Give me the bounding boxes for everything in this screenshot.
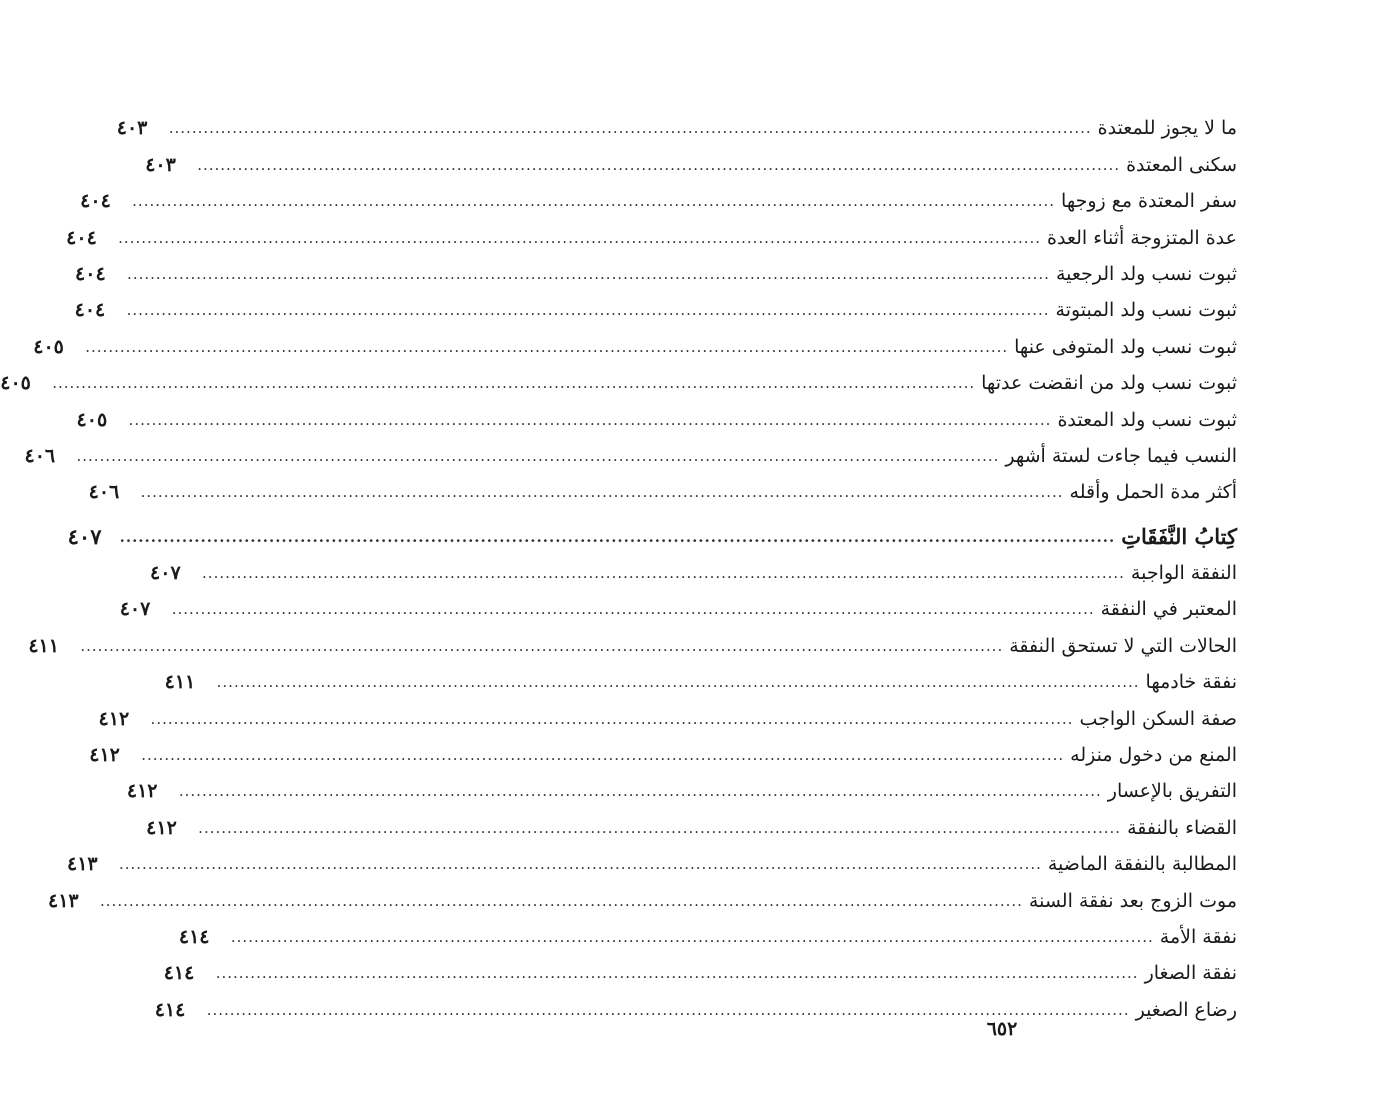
toc-entry-page: ٤١٢	[146, 816, 177, 839]
dot-leader: ................................................................................................................................................................	[132, 192, 1056, 211]
toc-entry-page: ٤٠٣	[145, 153, 176, 176]
toc-entry	[28, 619, 1237, 657]
toc-entry-title: المنع من دخول منزله	[1070, 744, 1237, 767]
toc-entry	[24, 430, 1237, 467]
toc-entry-title: التفريق بالإعسار	[1107, 780, 1237, 803]
toc-entry-page: ٤١١	[164, 671, 196, 694]
dot-leader: ................................................................................................................................................................	[85, 337, 1009, 356]
dot-leader: ................................................................................................................................................................	[230, 927, 1154, 946]
toc-entry-page: ٤٠٤	[66, 226, 97, 249]
toc-entry-title: ثبوت نسب ولد المتوفى عنها	[1014, 335, 1237, 358]
toc-entry-page: ٤١٣	[48, 889, 79, 912]
toc-entry-title: القضاء بالنفقة	[1127, 816, 1237, 839]
toc-entry	[66, 211, 1237, 249]
toc-entry-page: ٤٠٦	[88, 481, 120, 504]
toc-entry-page: ٤٠٥	[0, 372, 31, 395]
dot-leader: ................................................................................................................................................................	[119, 527, 1116, 546]
toc-entry-title: رضاع الصغير	[1135, 998, 1237, 1021]
toc-entry	[146, 801, 1237, 839]
toc-entry-title: ثبوت نسب ولد الرجعية	[1055, 262, 1237, 285]
dot-leader: ................................................................................................................................................................	[202, 564, 1125, 583]
toc-entry	[163, 947, 1237, 985]
toc-entry-title: أكثر مدة الحمل وأقله	[1069, 481, 1237, 504]
toc-entry-title: النفقة الواجبة	[1130, 562, 1237, 585]
toc-entry	[126, 765, 1237, 803]
toc-entry-page: ٤٠٤	[75, 262, 106, 285]
dot-leader: ................................................................................................................................................................	[100, 891, 1023, 910]
dot-leader: ................................................................................................................................................................	[178, 782, 1102, 801]
toc-entry	[116, 102, 1237, 140]
toc-entry-title: ثبوت نسب ولد من انقضت عدتها	[981, 372, 1237, 395]
toc-entry-title: موت الزوج بعد نفقة السنة	[1028, 889, 1237, 912]
dot-leader: ................................................................................................................................................................	[216, 673, 1140, 692]
toc-entry-title: كِتابُ النَّفَقَاتِ	[1121, 523, 1237, 549]
toc-entry	[145, 138, 1237, 176]
dot-leader: ................................................................................................................................................................	[80, 636, 1004, 655]
toc-entry-page: ٤١٤	[178, 925, 210, 948]
toc-entry-page: ٤١٢	[126, 780, 158, 803]
dot-leader: ................................................................................................................................................................	[141, 746, 1065, 765]
toc-entry-title: عدة المتزوجة أثناء العدة	[1047, 226, 1237, 249]
toc-entry-page: ٤٠٤	[80, 190, 111, 213]
toc-entry	[89, 729, 1237, 767]
dot-leader: ................................................................................................................................................................	[118, 855, 1042, 874]
toc-entry-title: سفر المعتدة مع زوجها	[1061, 190, 1237, 213]
toc-entry-page: ٤٠٧	[150, 562, 181, 585]
toc-entry	[66, 838, 1237, 876]
dot-leader: ................................................................................................................................................................	[140, 483, 1064, 502]
toc-entry-title: نفقة خادمها	[1145, 671, 1237, 694]
toc-entry-title: ثبوت نسب ولد المبتوتة	[1055, 299, 1237, 322]
toc-entry-title: ما لا يجوز للمعتدة	[1097, 117, 1237, 140]
dot-leader: ................................................................................................................................................................	[168, 119, 1092, 138]
toc-entry-page: ٤٠٣	[116, 117, 148, 140]
toc-entry	[80, 175, 1237, 213]
dot-leader: ................................................................................................................................................................	[171, 600, 1095, 619]
dot-leader: ................................................................................................................................................................	[198, 818, 1122, 837]
toc-entry-title: المطالبة بالنفقة الماضية	[1047, 853, 1237, 876]
toc-entry-page: ٤٠٧	[119, 598, 151, 621]
dot-leader: ................................................................................................................................................................	[127, 264, 1050, 283]
toc-entry-title: نفقة الأمة	[1159, 925, 1237, 948]
toc-entry-title: ثبوت نسب ولد المعتدة	[1057, 408, 1237, 431]
toc-entry-page: ٤١٢	[89, 744, 120, 767]
toc-entry-page: ٤١٤	[163, 962, 195, 985]
toc-entry	[74, 284, 1237, 322]
toc-entry-page: ٤٠٧	[67, 523, 102, 549]
dot-leader: ................................................................................................................................................................	[150, 709, 1074, 728]
toc-entry-title: المعتبر في النفقة	[1100, 598, 1237, 621]
page-number: ٦٥٢	[986, 1018, 1018, 1040]
toc-entry	[88, 466, 1237, 504]
toc-entry-title: صفة السكن الواجب	[1079, 707, 1237, 730]
toc-entry-page: ٤٠٥	[33, 335, 64, 358]
dot-leader: ................................................................................................................................................................	[197, 155, 1121, 174]
toc-entry	[33, 320, 1237, 358]
toc-entry-page: ٤٠٤	[74, 299, 106, 322]
toc-entry	[48, 874, 1237, 912]
toc-entry	[76, 393, 1237, 431]
dot-leader: ................................................................................................................................................................	[128, 410, 1052, 429]
toc-entry-page: ٤١٢	[98, 707, 130, 730]
toc-entry-page: ٤١١	[28, 634, 59, 657]
toc-entry	[154, 983, 1237, 1021]
toc-entry-page: ٤١٤	[154, 998, 186, 1021]
dot-leader: ................................................................................................................................................................	[118, 228, 1042, 247]
toc-entry-title: سكنى المعتدة	[1126, 153, 1237, 176]
toc-entry	[178, 911, 1237, 948]
table-of-contents	[0, 102, 1237, 1021]
toc-entry	[0, 357, 1237, 395]
toc-entry	[75, 248, 1237, 285]
toc-entry-page: ٤٠٦	[24, 444, 56, 467]
toc-entry	[98, 692, 1237, 730]
dot-leader: ................................................................................................................................................................	[206, 1000, 1130, 1019]
toc-entry	[119, 583, 1237, 621]
dot-leader: ................................................................................................................................................................	[126, 301, 1050, 320]
dot-leader: ................................................................................................................................................................	[215, 964, 1139, 983]
toc-entry-title: النسب فيما جاءت لستة أشهر	[1005, 444, 1237, 467]
dot-leader: ................................................................................................................................................................	[52, 374, 976, 393]
toc-entry	[150, 547, 1237, 585]
toc-entry-page: ٤١٣	[66, 853, 98, 876]
toc-entry	[164, 656, 1237, 694]
toc-section-heading	[67, 510, 1237, 549]
dot-leader: ................................................................................................................................................................	[76, 446, 1000, 465]
toc-entry-title: نفقة الصغار	[1144, 962, 1237, 985]
toc-entry-page: ٤٠٥	[76, 408, 108, 431]
toc-entry-title: الحالات التي لا تستحق النفقة	[1009, 634, 1237, 657]
